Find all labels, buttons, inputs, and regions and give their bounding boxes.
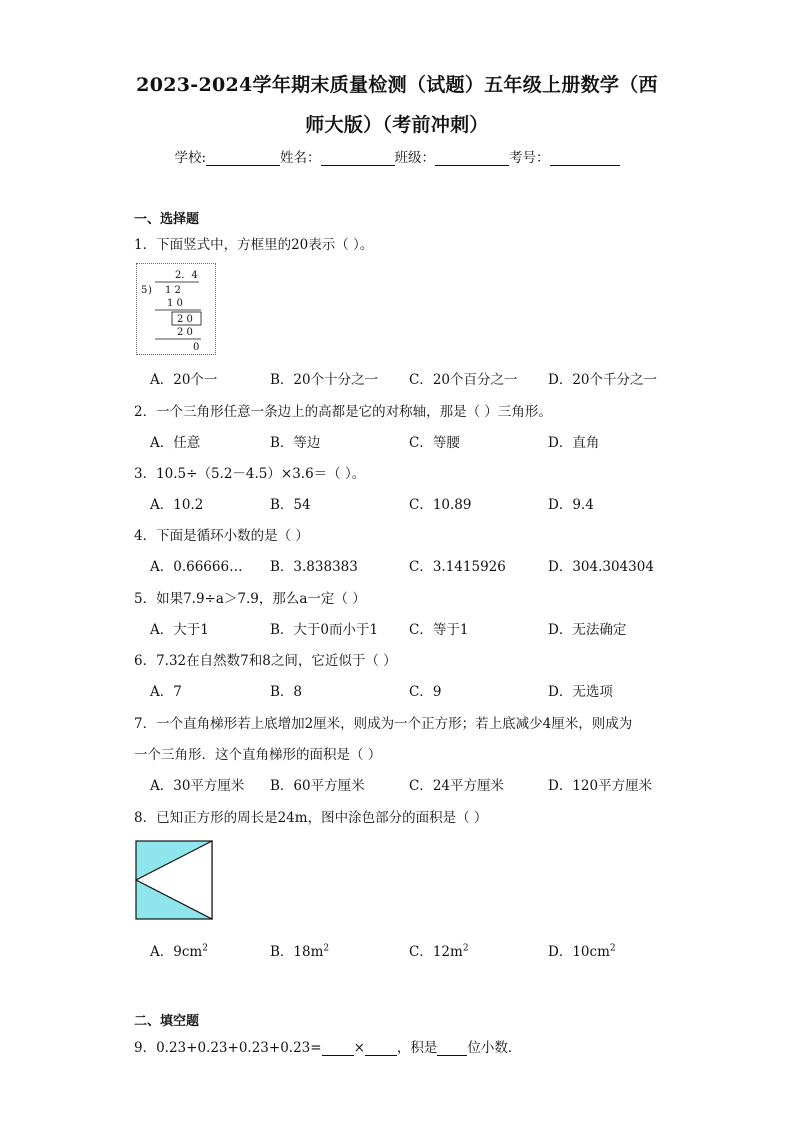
q1-option-b[interactable]: B．20个十分之一 bbox=[270, 372, 379, 388]
q7-option-d[interactable]: D．120平方厘米 bbox=[548, 778, 653, 794]
id-blank[interactable] bbox=[550, 151, 620, 166]
q3-option-c[interactable]: C．10.89 bbox=[409, 497, 472, 513]
class-label: 班级： bbox=[394, 150, 436, 166]
q5-option-d[interactable]: D．无法确定 bbox=[548, 622, 627, 638]
q3-option-a[interactable]: A．10.2 bbox=[150, 497, 204, 513]
long-division-figure bbox=[136, 263, 216, 355]
q4-option-c[interactable]: C．3.1415926 bbox=[409, 559, 506, 575]
q2-option-d[interactable]: D．直角 bbox=[548, 435, 600, 451]
q7-option-b[interactable]: B．60平方厘米 bbox=[270, 778, 365, 794]
question-4: 4．下面是循环小数的是（ ） bbox=[134, 528, 309, 544]
q3-option-d[interactable]: D．9.4 bbox=[548, 497, 594, 513]
q8-option-c-text: C．12m bbox=[409, 944, 463, 960]
q2-option-c[interactable]: C．等腰 bbox=[409, 435, 460, 451]
question-5-options bbox=[150, 618, 710, 638]
q9-blank-1[interactable] bbox=[322, 1041, 354, 1056]
question-2-options bbox=[150, 431, 710, 451]
q9-suffix: 位小数． bbox=[467, 1040, 522, 1056]
q4-option-d[interactable]: D．304.304304 bbox=[548, 559, 654, 575]
shaded-square-figure bbox=[135, 840, 215, 926]
q8-option-d-sup: 2 bbox=[609, 943, 616, 954]
division-step2: 2 0 bbox=[177, 327, 193, 338]
q4-option-b[interactable]: B．3.838383 bbox=[270, 559, 358, 575]
question-1-options bbox=[150, 368, 710, 388]
q6-option-d[interactable]: D．无选项 bbox=[548, 684, 613, 700]
school-label: 学校: bbox=[174, 150, 207, 166]
question-8: 8．已知正方形的周长是24m，图中涂色部分的面积是（ ） bbox=[134, 810, 488, 826]
q8-option-b[interactable] bbox=[270, 940, 329, 960]
question-1: 1．下面竖式中，方框里的20表示（ ）。 bbox=[134, 237, 374, 253]
question-5: 5．如果7.9÷a＞7.9，那么a一定（ ） bbox=[134, 591, 366, 607]
name-blank[interactable] bbox=[321, 151, 395, 166]
q5-option-b[interactable]: B．大于0而小于1 bbox=[270, 622, 379, 638]
q8-option-d-text: D．10cm bbox=[548, 944, 610, 960]
division-step1: 1 0 bbox=[167, 298, 183, 309]
q8-option-d[interactable] bbox=[548, 940, 616, 960]
question-3: 3．10.5÷（5.2－4.5）×3.6＝（ ）。 bbox=[134, 466, 366, 482]
q7-option-c[interactable]: C．24平方厘米 bbox=[409, 778, 505, 794]
question-2: 2．一个三角形任意一条边上的高都是它的对称轴，那是（ ）三角形。 bbox=[134, 404, 552, 420]
q4-option-a[interactable]: A．0.66666… bbox=[150, 559, 243, 575]
q9-blank-2[interactable] bbox=[365, 1041, 397, 1056]
q5-option-a[interactable]: A．大于1 bbox=[150, 622, 209, 638]
division-remainder: 0 bbox=[193, 342, 200, 353]
name-label: 姓名： bbox=[280, 150, 321, 166]
q8-option-a-text: A．9cm bbox=[150, 944, 203, 960]
q2-option-a[interactable]: A．任意 bbox=[150, 435, 201, 451]
school-blank[interactable] bbox=[206, 151, 280, 166]
section-heading-fill: 二、填空题 bbox=[134, 1014, 200, 1029]
q1-option-c[interactable]: C．20个百分之一 bbox=[409, 372, 518, 388]
q9-blank-3[interactable] bbox=[437, 1041, 467, 1056]
q6-option-c[interactable]: C．9 bbox=[409, 684, 442, 700]
q9-times: × bbox=[353, 1040, 365, 1056]
q9-prefix: 9．0.23+0.23+0.23+0.23= bbox=[134, 1040, 322, 1056]
q6-option-b[interactable]: B．8 bbox=[270, 684, 303, 700]
class-blank[interactable] bbox=[435, 151, 509, 166]
q7-option-a[interactable]: A．30平方厘米 bbox=[150, 778, 245, 794]
question-6-options bbox=[150, 680, 710, 700]
q2-option-b[interactable]: B．等边 bbox=[270, 435, 321, 451]
q8-option-b-text: B．18m bbox=[270, 944, 324, 960]
question-4-options bbox=[150, 555, 710, 575]
division-bracket: ) bbox=[148, 285, 152, 296]
division-dividend: 1 2 bbox=[165, 285, 181, 296]
q8-option-c[interactable] bbox=[409, 940, 469, 960]
q1-option-d[interactable]: D．20个千分之一 bbox=[548, 372, 658, 388]
page-title-line1: 2023-2024学年期末质量检测（试题）五年级上册数学（西 bbox=[136, 74, 658, 96]
question-8-options bbox=[150, 940, 710, 960]
q3-option-b[interactable]: B．54 bbox=[270, 497, 311, 513]
q9-middle: ，积是 bbox=[396, 1040, 438, 1056]
question-9 bbox=[134, 1036, 521, 1056]
q1-option-a[interactable]: A．20个一 bbox=[150, 372, 218, 388]
id-label: 考号： bbox=[509, 150, 550, 166]
page-title-line2: 师大版）（考前冲刺） bbox=[305, 114, 489, 136]
q8-option-c-sup: 2 bbox=[462, 943, 469, 954]
long-division-svg bbox=[137, 264, 215, 354]
question-3-options bbox=[150, 493, 710, 513]
question-7-line2: 一个三角形．这个直角梯形的面积是（ ） bbox=[134, 747, 382, 763]
section-heading-choice: 一、选择题 bbox=[134, 212, 200, 227]
division-quotient: 2．4 bbox=[175, 270, 198, 281]
shaded-square-svg bbox=[135, 840, 215, 922]
q8-option-a-sup: 2 bbox=[202, 943, 208, 954]
q6-option-a[interactable]: A．7 bbox=[150, 684, 182, 700]
q8-option-b-sup: 2 bbox=[323, 943, 330, 954]
division-divisor: 5 bbox=[141, 285, 148, 296]
question-7-options bbox=[150, 774, 710, 794]
question-7: 7．一个直角梯形若上底增加2厘米，则成为一个正方形；若上底减少4厘米，则成为 bbox=[134, 716, 633, 732]
division-boxed: 2 0 bbox=[177, 314, 193, 325]
q5-option-c[interactable]: C．等于1 bbox=[409, 622, 469, 638]
student-info-row bbox=[0, 146, 794, 166]
q8-option-a[interactable] bbox=[150, 940, 208, 960]
question-6: 6．7.32在自然数7和8之间，它近似于（ ） bbox=[134, 653, 397, 669]
